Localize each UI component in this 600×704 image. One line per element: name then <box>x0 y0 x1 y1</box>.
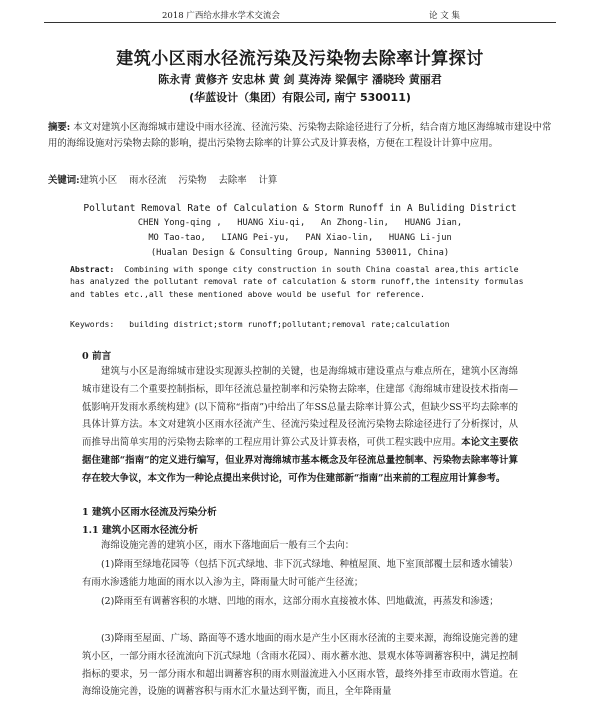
running-header <box>44 8 556 23</box>
header-proceedings: 论 文 集 <box>429 11 460 21</box>
p11-item-1: (1)降雨至绿地花园等（包括下沉式绿地、非下沉式绿地、种植屋顶、地下室顶部覆土层和透水铺装）有雨水渗透能力地面的雨水以入渗为主，降雨量大时可能产生径流； <box>82 559 518 588</box>
abstract-cn <box>48 120 556 151</box>
english-abstract-label: Abstract: <box>70 264 115 274</box>
p11-intro: 海绵设施完善的建筑小区，雨水下落地面后一般有三个去向： <box>101 540 355 551</box>
section-1-1-heading: 1.1 建筑小区雨水径流分析 <box>82 525 198 536</box>
keywords-cn <box>48 172 556 186</box>
english-keywords <box>70 319 530 329</box>
intro-paragraph <box>82 363 518 488</box>
english-abstract-text: Combining with sponge city construction in south China coastal area,this article has analyzed the pollutant removal rate of calculation & storm runoff,the intensity formulas and tables etc.,all these mentioned above would be useful for reference. <box>70 264 529 299</box>
p11-item-2: (2)降雨至有调蓄容积的水塘、凹地的雨水，这部分雨水直接被水体、凹地截流，再蒸发和渗透； <box>101 596 499 607</box>
intro-bold-text: 本论文主要依据住建部“指南”的定义进行编写，但业界对海绵城市基本概念及年径流总量控制率、污染物去除率等计算存在较大争议，本文作为一种论点提出来供讨论，可作为住建部新“指南”出来前的工程应用计算参考。 <box>82 437 518 484</box>
intro-plain-text: 建筑与小区是海绵城市建设实现源头控制的关键，也是海绵城市建设重点与难点所在，建筑小区海绵城市建设有二个重要控制指标，即年径流总量控制率和污染物去除率，住建部《海绵城市建设技术指南—低影响开发雨水系统构建》(以下简称“指南”)中给出了年SS总量去除率计算公式，但缺少SS平均去除率的具体计算方法。本文对建筑小区雨水径流产生、径流污染过程及径流污染物去除途径进行了分析探讨，从而推导出简单实用的污染物去除率的工程应用计算公式及计算表格，可供工程实践中应用。 <box>82 366 519 449</box>
header-conference: 2018 广西给水排水学术交流会 <box>162 11 280 21</box>
paper-title: 建筑小区雨水径流污染及污染物去除率计算探讨 <box>116 49 484 69</box>
english-keywords-text: building district;storm runoff;pollutant;removal rate;calculation <box>114 319 450 329</box>
affiliation: (华蓝设计（集团）有限公司, 南宁 530011) <box>189 91 411 104</box>
section-0-heading: 0 前言 <box>82 351 112 362</box>
english-title: Pollutant Removal Rate of Calculation & Storm Runoff in A Buliding District <box>83 203 517 214</box>
p11-item-3: (3)降雨至屋面、广场、路面等不透水地面的雨水是产生小区雨水径流的主要来源，海绵设施完善的建筑小区，一部分雨水径流流向下沉式绿地（含雨水花园）、雨水蓄水池、景观水体等调蓄容积中，满足控制指标的要求，另一部分雨水和超出调蓄容积的雨水则溢流进入小区雨水管，最终外排至市政雨水管道。在海绵设施完善，设施的调蓄容积与雨水汇水量达到平衡，而且，全年降雨量 <box>82 633 518 698</box>
keywords-cn-text: 建筑小区 雨水径流 污染物 去除率 计算 <box>79 175 278 186</box>
english-abstract <box>70 263 530 300</box>
english-keywords-label: Keywords: <box>70 319 115 329</box>
keywords-cn-label: 关键词: <box>48 175 80 186</box>
abstract-cn-text: 本文对建筑小区海绵城市建设中雨水径流、径流污染、污染物去除途径进行了分析，结合南方地区海绵城市建设中常用的海绵设施对污染物去除的影响，提出污染物去除率的计算公式及计算表格，方便在工程设计计算中应用。 <box>48 122 552 149</box>
author-list: 陈永青 黄修齐 安忠林 黄 剑 莫涛涛 梁佩宇 潘晓玲 黄丽君 <box>158 73 442 86</box>
abstract-cn-label: 摘要: <box>48 122 71 133</box>
english-authors-1: CHEN Yong-qing , HUANG Xiu-qi, An Zhong-lin, HUANG Jian, <box>137 218 463 228</box>
section-1-heading: 1 建筑小区雨水径流及污染分析 <box>82 507 217 518</box>
english-affiliation: (Hualan Design & Consulting Group, Nanning 530011, China) <box>150 248 450 258</box>
english-authors-2: MO Tao-tao, LIANG Pei-yu, PAN Xiao-lin, HUANG Li-jun <box>148 233 452 243</box>
